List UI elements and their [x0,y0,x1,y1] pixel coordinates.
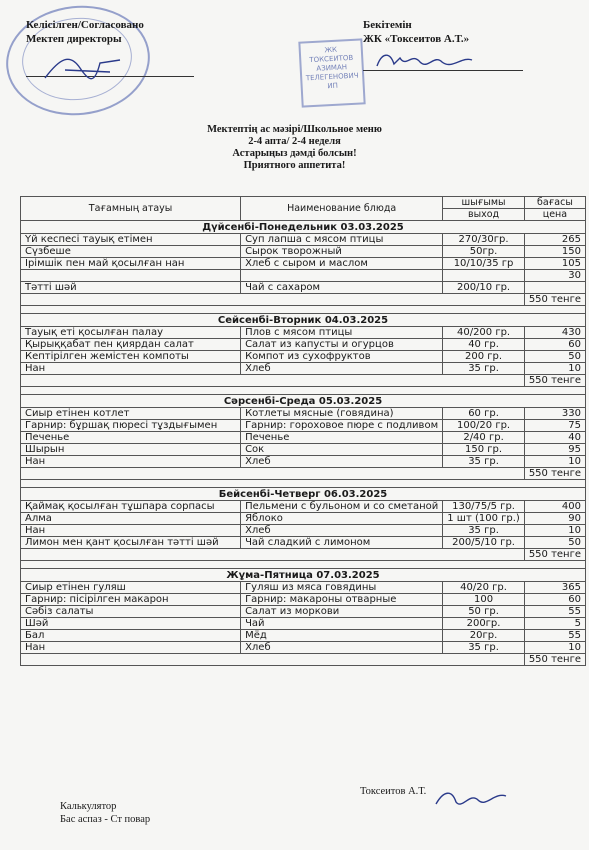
stamp-line-3: АЗИМАН [316,63,348,73]
footer-signer-name: Токсеитов А.Т. [360,786,427,797]
day-total: 550 тенге [524,549,585,561]
table-row [21,630,586,642]
dish-name-kz: Сиыр етінен гуляш [21,582,241,594]
dish-price: 60 [524,594,585,606]
day-total-row [21,549,586,561]
dish-name-kz: Кептірілген жемістен компоты [21,351,241,363]
dish-price: 105 [524,258,585,270]
dish-name-ru: Компот из сухофруктов [241,351,443,363]
approval-left-role: Мектеп директоры [26,33,122,45]
total-spacer-cell [21,294,525,306]
dish-name-kz: Шырын [21,444,241,456]
dish-name-ru: Суп лапша с мясом птицы [241,234,443,246]
approval-right-title: Бекітемін [363,19,412,31]
day-separator [21,480,586,488]
day-header-row [21,314,586,327]
dish-name-kz: Тауық еті қосылған палау [21,327,241,339]
total-spacer-cell [21,375,525,387]
dish-name-ru: Печенье [241,432,443,444]
dish-price: 5 [524,618,585,630]
dish-price: 50 [524,537,585,549]
header-out-bottom: выход [443,209,525,221]
dish-price: 55 [524,630,585,642]
dish-yield: 40/20 гр. [443,582,525,594]
dish-name-ru: Чай сладкий с лимоном [241,537,443,549]
dish-yield: 200/10 гр. [443,282,525,294]
footer-signature [432,784,512,814]
footer-chef: Бас аспаз - Ст повар [60,814,151,825]
day-header-row [21,395,586,408]
table-row [21,351,586,363]
table-row [21,258,586,270]
dish-name-ru [241,270,443,282]
dish-price: 430 [524,327,585,339]
director-signature [40,48,130,88]
day-total-row [21,654,586,666]
dish-name-kz: Алма [21,513,241,525]
menu-table-body [21,221,586,666]
day-title: Бейсенбі-Четверг 06.03.2025 [21,488,586,501]
footer-signer [360,786,426,797]
dish-price: 400 [524,501,585,513]
day-total: 550 тенге [524,654,585,666]
day-separator-cell [21,480,586,488]
table-row [21,339,586,351]
dish-yield: 10/10/35 гр [443,258,525,270]
title-line-1: Мектептің ас мәзірі/Школьное меню [207,124,382,135]
day-total-row [21,294,586,306]
day-separator-cell [21,387,586,395]
dish-name-kz: Лимон мен қант қосылған тәтті шәй [21,537,241,549]
table-row [21,594,586,606]
table-row [21,456,586,468]
table-row [21,513,586,525]
header-price-bottom: цена [524,209,585,221]
table-row [21,618,586,630]
dish-yield: 20гр. [443,630,525,642]
stamp-line-2: ТОКСЕИТОВ [309,53,354,65]
title-line-4: Приятного аппетита! [243,160,346,171]
table-header-row [21,197,586,209]
dish-yield: 35 гр. [443,525,525,537]
dish-price: 265 [524,234,585,246]
dish-name-kz: Қырыққабат пен қиярдан салат [21,339,241,351]
title-line-3: Астарыңыз дәмді болсын! [232,148,357,159]
stamp-line-4: ТЕЛЕГЕНОВИЧ [305,71,359,83]
dish-price: 10 [524,456,585,468]
header-price-top: бағасы [524,197,585,209]
dish-yield: 130/75/5 гр. [443,501,525,513]
dish-price: 330 [524,408,585,420]
dish-yield: 1 шт (100 гр.) [443,513,525,525]
table-row [21,363,586,375]
day-separator [21,306,586,314]
dish-name-kz: Тәтті шәй [21,282,241,294]
dish-name-ru: Мёд [241,630,443,642]
dish-yield: 200гр. [443,618,525,630]
dish-yield: 40/200 гр. [443,327,525,339]
day-total-row [21,468,586,480]
dish-yield: 35 гр. [443,363,525,375]
owner-signature [372,44,482,80]
dish-name-kz: Сиыр етінен котлет [21,408,241,420]
dish-name-ru: Сырок творожный [241,246,443,258]
header-ru: Наименование блюда [241,197,443,221]
dish-price: 365 [524,582,585,594]
table-row [21,537,586,549]
day-separator [21,561,586,569]
menu-table [20,196,586,666]
dish-price: 10 [524,363,585,375]
table-row [21,582,586,594]
table-row [21,246,586,258]
dish-name-kz: Нан [21,456,241,468]
dish-yield: 50гр. [443,246,525,258]
dish-yield: 100 [443,594,525,606]
approval-left-title: Келісілген/Согласовано [26,19,144,31]
dish-price: 10 [524,525,585,537]
dish-yield: 200/5/10 гр. [443,537,525,549]
dish-name-ru: Хлеб [241,363,443,375]
dish-name-ru: Хлеб с сыром и маслом [241,258,443,270]
menu-title [0,124,589,172]
table-row [21,408,586,420]
day-separator-cell [21,306,586,314]
dish-name-ru: Салат из моркови [241,606,443,618]
header-kz: Тағамның атауы [21,197,241,221]
dish-name-ru: Пельмени с бульоном и со сметаной [241,501,443,513]
dish-name-kz: Үй кеспесі тауық етімен [21,234,241,246]
dish-name-ru: Хлеб [241,525,443,537]
approval-right-owner: ЖК «Токсеитов А.Т.» [363,33,470,45]
dish-name-kz: Нан [21,525,241,537]
table-row [21,432,586,444]
table-row [21,642,586,654]
title-line-2: 2-4 апта/ 2-4 неделя [248,136,341,147]
dish-name-kz: Шәй [21,618,241,630]
dish-name-kz: Нан [21,363,241,375]
day-separator [21,387,586,395]
table-row [21,327,586,339]
table-row [21,606,586,618]
footer-calculator: Калькулятор [60,801,117,812]
dish-yield: 35 гр. [443,456,525,468]
dish-name-ru: Котлеты мясные (говядина) [241,408,443,420]
table-row [21,501,586,513]
dish-yield: 150 гр. [443,444,525,456]
day-header-row [21,569,586,582]
dish-name-kz: Ірімшік пен май қосылған нан [21,258,241,270]
dish-yield: 270/30гр. [443,234,525,246]
dish-name-kz: Гарнир: пісірілген макарон [21,594,241,606]
dish-price: 55 [524,606,585,618]
dish-price: 75 [524,420,585,432]
day-total: 550 тенге [524,468,585,480]
dish-yield: 100/20 гр. [443,420,525,432]
day-total-row [21,375,586,387]
rectangular-stamp [298,38,365,107]
day-header-row [21,221,586,234]
total-spacer-cell [21,654,525,666]
dish-name-ru: Сок [241,444,443,456]
dish-name-kz: Гарнир: бұршақ пюресі тұздығымен [21,420,241,432]
dish-name-ru: Чай с сахаром [241,282,443,294]
table-row [21,234,586,246]
dish-name-ru: Салат из капусты и огурцов [241,339,443,351]
day-title: Сәрсенбі-Среда 05.03.2025 [21,395,586,408]
dish-price: 150 [524,246,585,258]
day-total: 550 тенге [524,294,585,306]
approval-right [363,18,469,46]
dish-price: 95 [524,444,585,456]
dish-yield: 50 гр. [443,606,525,618]
dish-yield: 35 гр. [443,642,525,654]
day-header-row [21,488,586,501]
dish-name-kz: Бал [21,630,241,642]
dish-price: 40 [524,432,585,444]
dish-price: 30 [524,270,585,282]
dish-yield: 2/40 гр. [443,432,525,444]
dish-yield: 200 гр. [443,351,525,363]
dish-name-ru: Хлеб [241,456,443,468]
day-separator-cell [21,561,586,569]
dish-name-ru: Плов с мясом птицы [241,327,443,339]
day-title: Дүйсенбі-Понедельник 03.03.2025 [21,221,586,234]
dish-yield: 60 гр. [443,408,525,420]
dish-name-kz: Нан [21,642,241,654]
dish-name-kz: Печенье [21,432,241,444]
dish-name-ru: Яблоко [241,513,443,525]
stamp-line-1: ЖК [324,45,338,55]
total-spacer-cell [21,468,525,480]
table-row [21,525,586,537]
table-row [21,444,586,456]
dish-name-ru: Гарнир: макароны отварные [241,594,443,606]
header-out-top: шығымы [443,197,525,209]
dish-name-kz [21,270,241,282]
approval-left [26,18,144,46]
table-row [21,270,586,282]
total-spacer-cell [21,549,525,561]
table-row [21,282,586,294]
footer-staff [60,800,150,826]
day-title: Сейсенбі-Вторник 04.03.2025 [21,314,586,327]
dish-name-ru: Гуляш из мяса говядины [241,582,443,594]
dish-yield [443,270,525,282]
dish-price [524,282,585,294]
dish-name-ru: Хлеб [241,642,443,654]
day-title: Жұма-Пятница 07.03.2025 [21,569,586,582]
dish-name-ru: Гарнир: гороховое пюре с подливом [241,420,443,432]
day-total: 550 тенге [524,375,585,387]
dish-price: 90 [524,513,585,525]
dish-price: 60 [524,339,585,351]
stamp-line-5: ИП [327,81,339,91]
table-row [21,420,586,432]
dish-name-kz: Сүзбеше [21,246,241,258]
dish-price: 50 [524,351,585,363]
dish-price: 10 [524,642,585,654]
dish-yield: 40 гр. [443,339,525,351]
dish-name-ru: Чай [241,618,443,630]
dish-name-kz: Қаймақ қосылған тұшпара сорпасы [21,501,241,513]
dish-name-kz: Сәбіз салаты [21,606,241,618]
